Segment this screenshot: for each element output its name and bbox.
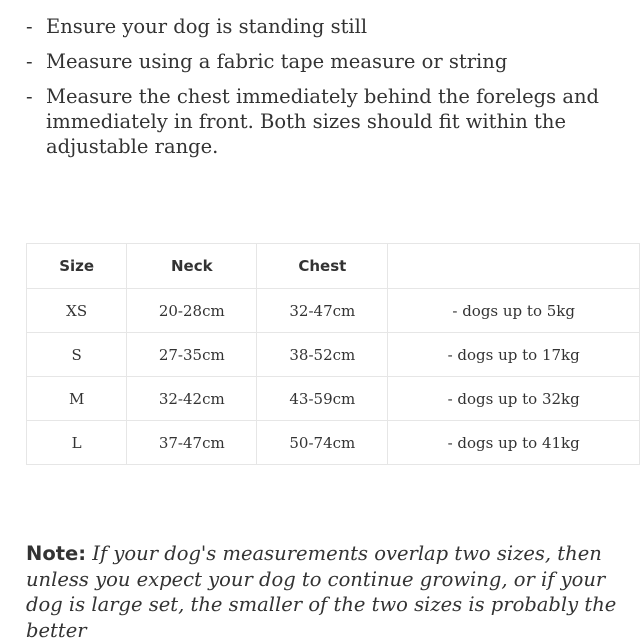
sizing-note (26, 541, 626, 643)
instruction-item (26, 49, 626, 74)
cell-neck: 32-42cm (127, 377, 257, 421)
table-row (27, 289, 640, 333)
table-row (27, 333, 640, 377)
table-row (27, 377, 640, 421)
cell-chest: 43-59cm (257, 377, 388, 421)
instruction-text: Ensure your dog is standing still (46, 15, 368, 38)
instruction-bullet: - (26, 15, 33, 38)
header-size: Size (27, 244, 127, 289)
cell-neck: 20-28cm (127, 289, 257, 333)
instruction-bullet: - (26, 85, 33, 108)
instruction-text: Measure the chest immediately behind the forelegs and immediately in front. Both sizes should fit within the adjustable range. (46, 85, 600, 158)
cell-chest: 32-47cm (257, 289, 388, 333)
measurement-instructions (26, 14, 626, 169)
cell-chest: 50-74cm (257, 421, 388, 465)
header-neck: Neck (127, 244, 257, 289)
cell-neck: 37-47cm (127, 421, 257, 465)
instruction-item (26, 84, 626, 159)
cell-chest: 38-52cm (257, 333, 388, 377)
header-chest: Chest (257, 244, 388, 289)
table-row (27, 421, 640, 465)
cell-size: S (27, 333, 127, 377)
cell-note: - dogs up to 5kg (388, 289, 640, 333)
instruction-item (26, 14, 626, 39)
note-text: If your dog's measurements overlap two sizes, then unless you expect your dog to continue growing, or if your dog is large set, the smaller of the two sizes is probably the better (26, 542, 617, 642)
cell-size: M (27, 377, 127, 421)
instruction-bullet: - (26, 50, 33, 73)
header-note (388, 244, 640, 289)
cell-note: - dogs up to 17kg (388, 333, 640, 377)
instruction-text: Measure using a fabric tape measure or string (46, 50, 508, 73)
cell-note: - dogs up to 41kg (388, 421, 640, 465)
cell-size: L (27, 421, 127, 465)
cell-neck: 27-35cm (127, 333, 257, 377)
table-header-row (27, 244, 640, 289)
note-label: Note: (26, 542, 87, 565)
cell-size: XS (27, 289, 127, 333)
size-chart-table (26, 243, 640, 465)
cell-note: - dogs up to 32kg (388, 377, 640, 421)
